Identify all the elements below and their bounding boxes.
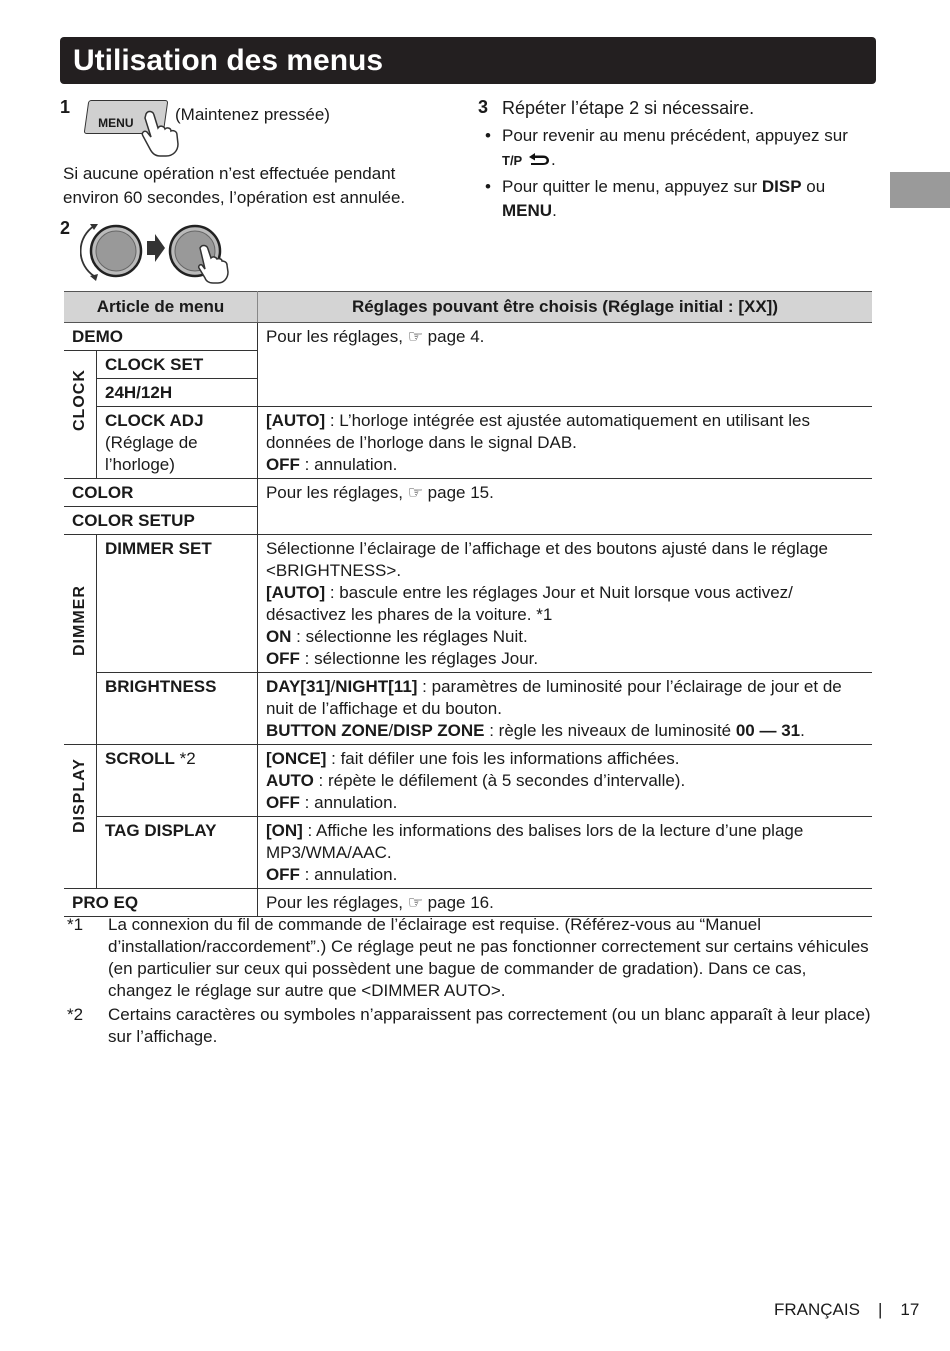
item-24h-12h: 24H/12H — [97, 379, 258, 407]
clock-adj-label: CLOCK ADJ — [105, 411, 204, 430]
row-demo — [64, 323, 872, 351]
footnote-2-mark: *2 — [67, 1005, 84, 1024]
sep: / — [330, 677, 336, 696]
menu-key-label-text: MENU — [502, 201, 553, 220]
footer-separator: | — [877, 1300, 883, 1319]
bullet-back-text: Pour revenir au menu précédent, appuyez sur — [502, 126, 848, 145]
scroll-label: SCROLL — [105, 749, 175, 768]
back-arrow-icon — [527, 152, 551, 166]
table-header-row — [64, 292, 872, 323]
auto-desc: : bascule entre les réglages Jour et Nuit lorsque vous activez/ désactivez les phares de la voiture. *1 — [265, 583, 793, 624]
row-dimmer-set — [64, 535, 872, 673]
item-dimmer-set: DIMMER SET — [97, 535, 258, 673]
bullet-exit-or: ou — [801, 177, 826, 196]
bullet-exit — [485, 175, 865, 223]
value-day: DAY[31] — [265, 677, 331, 696]
tag-display-desc — [257, 817, 872, 889]
value-off: OFF — [265, 793, 300, 812]
value-once: [ONCE] — [265, 749, 327, 768]
page-title: Utilisation des menus — [73, 44, 384, 77]
step-3-bullets — [485, 124, 865, 223]
item-scroll — [97, 745, 258, 817]
auto-desc: : répète le défilement (à 5 secondes d’intervalle). — [313, 771, 686, 790]
off-desc: : sélectionne les réglages Jour. — [299, 649, 539, 668]
dimmer-intro: Sélectionne l’éclairage de l’affichage et des boutons ajusté dans le réglage <BRIGHTNESS>. — [265, 539, 828, 580]
knob-turn-press-illustration — [80, 216, 245, 288]
off-desc: : annulation. — [299, 865, 398, 884]
disp-key-label: DISP — [761, 177, 802, 196]
value-off: OFF — [265, 649, 300, 668]
value-auto: AUTO — [265, 771, 314, 790]
menu-table — [64, 291, 872, 917]
row-scroll — [64, 745, 872, 817]
zone-desc: : règle les niveaux de luminosité — [484, 721, 736, 740]
on-desc: : sélectionne les réglages Nuit. — [291, 627, 528, 646]
scroll-note-ref: *2 — [174, 749, 196, 768]
item-clock-set: CLOCK SET — [97, 351, 258, 379]
on-desc: : Affiche les informations des balises lors de la lecture d’une plage MP3/WMA/AAC. — [265, 821, 804, 862]
brightness-desc — [257, 673, 872, 745]
item-color-setup: COLOR SETUP — [64, 507, 257, 535]
value-disp-zone: DISP ZONE — [393, 721, 485, 740]
bullet-exit-text: Pour quitter le menu, appuyez sur — [502, 177, 762, 196]
footnote-1-text: La connexion du fil de commande de l’éclairage est requise. (Référez-vous au “Manuel d’installation/raccordement”.) Ce réglage peut ne pas fonctionner correctement sur certains véhicules (en particulier sur ceux qui possèdent une bague de commander de gradation). Dans ce cas, changez le réglage sur autre que <DIMMER AUTO>. — [108, 915, 869, 1000]
group-display-label: DISPLAY — [71, 757, 88, 833]
footnote-2-text: Certains caractères ou symboles n’apparaissent pas correctement (ou un blanc apparaît à leur place) sur l’affichage. — [108, 1005, 871, 1046]
group-dimmer — [64, 535, 97, 745]
period: . — [800, 721, 805, 740]
page-footer — [774, 1300, 919, 1320]
step-1-note-line2: environ 60 secondes, l’opération est annulée. — [63, 188, 406, 207]
menu-key-label: MENU — [98, 116, 134, 130]
footer-language: FRANÇAIS — [774, 1300, 860, 1319]
row-clock-adj — [64, 407, 872, 479]
value-auto: [AUTO] — [265, 411, 326, 430]
dimmer-set-desc — [257, 535, 872, 673]
side-tab — [890, 172, 950, 208]
title-bar — [60, 37, 876, 84]
day-night-desc: : paramètres de luminosité pour l’éclairage de jour et de nuit de l’affichage et du bouton. — [265, 677, 842, 718]
group-display — [64, 745, 97, 889]
item-tag-display: TAG DISPLAY — [97, 817, 258, 889]
group-clock-label: CLOCK — [71, 368, 88, 431]
clock-adj-sub1: (Réglage de — [105, 433, 198, 452]
header-menu-item: Article de menu — [64, 292, 257, 323]
bullet-exit-end: . — [552, 201, 557, 220]
value-off: OFF — [265, 865, 300, 884]
item-color: COLOR — [64, 479, 257, 507]
value-button-zone: BUTTON ZONE — [265, 721, 389, 740]
auto-desc: : L’horloge intégrée est ajustée automatiquement en utilisant les données de l’horloge dans le signal DAB. — [265, 411, 810, 452]
page-number: 17 — [900, 1300, 920, 1319]
footnote-1-mark: *1 — [67, 915, 84, 934]
item-clock-adj — [97, 407, 258, 479]
row-tag-display — [64, 817, 872, 889]
off-desc: : annulation. — [299, 793, 398, 812]
row-pro-eq — [64, 889, 872, 917]
step-3-number: 3 — [478, 97, 489, 117]
step-3-text: Répéter l’étape 2 si nécessaire. — [502, 98, 755, 118]
pro-eq-desc: Pour les réglages, ☞ page 16. — [257, 889, 872, 917]
step-1-number: 1 — [60, 97, 71, 117]
color-desc: Pour les réglages, ☞ page 15. — [257, 479, 872, 535]
group-dimmer-label: DIMMER — [71, 584, 88, 656]
row-color — [64, 479, 872, 507]
row-brightness — [64, 673, 872, 745]
step-1-note-line1: Si aucune opération n’est effectuée pendant — [63, 164, 396, 183]
value-on: [ON] — [265, 821, 303, 840]
sep: / — [388, 721, 394, 740]
footnote-1 — [67, 914, 875, 1002]
value-off: OFF — [265, 455, 300, 474]
clock-adj-desc — [257, 407, 872, 479]
item-pro-eq: PRO EQ — [64, 889, 257, 917]
item-demo: DEMO — [64, 323, 257, 351]
bullet-back: • Pour revenir au menu précédent, appuyez sur T/P . — [485, 124, 865, 173]
value-on: ON — [265, 627, 292, 646]
value-auto: [AUTO] — [265, 583, 326, 602]
value-range: 00 — 31 — [735, 721, 801, 740]
step-1-text: (Maintenez pressée) — [175, 105, 330, 124]
footnote-2 — [67, 1004, 875, 1048]
scroll-desc — [257, 745, 872, 817]
footnotes — [67, 914, 875, 1050]
clock-adj-sub2: l’horloge) — [105, 455, 175, 474]
group-clock — [64, 351, 97, 479]
off-desc: : annulation. — [299, 455, 398, 474]
item-brightness: BRIGHTNESS — [97, 673, 258, 745]
step-2-number: 2 — [60, 218, 71, 238]
demo-desc: Pour les réglages, ☞ page 4. — [257, 323, 872, 407]
value-night: NIGHT[11] — [335, 677, 418, 696]
once-desc: : fait défiler une fois les informations affichées. — [326, 749, 680, 768]
header-settings: Réglages pouvant être choisis (Réglage initial : [XX]) — [257, 292, 872, 323]
tp-key-label: T/P — [502, 153, 523, 168]
